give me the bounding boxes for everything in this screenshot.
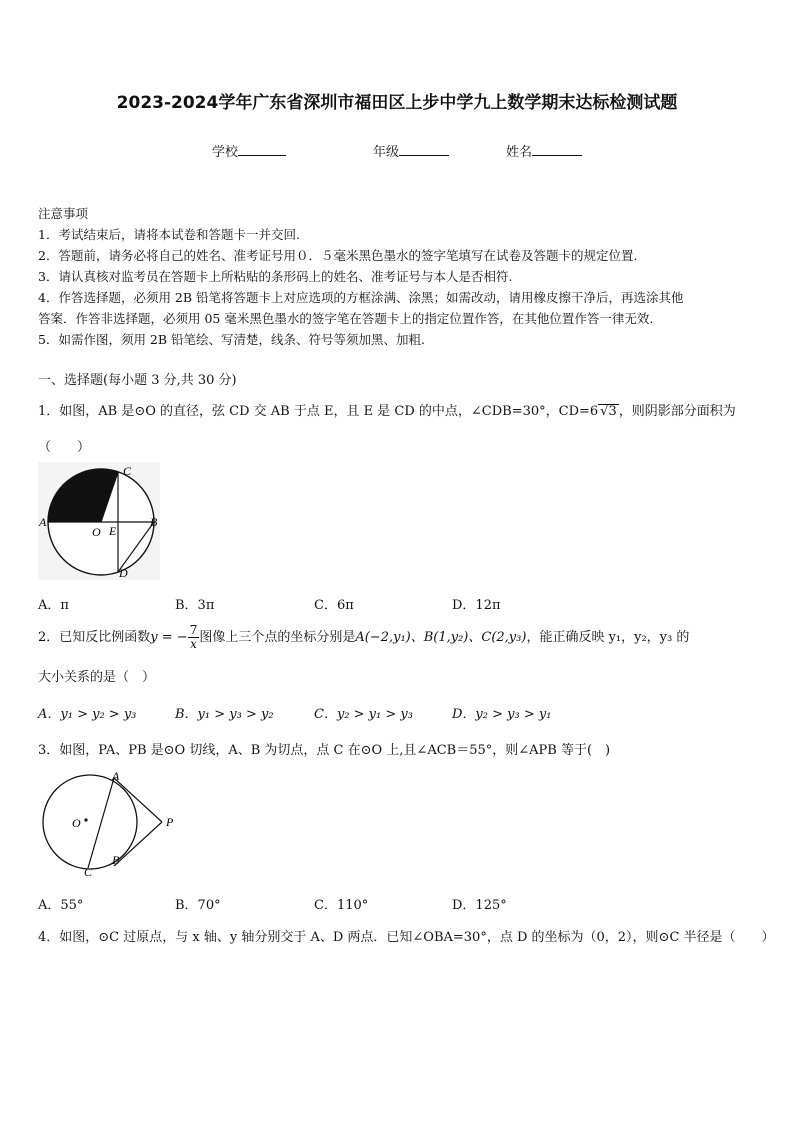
option-a[interactable]: A．55° (38, 898, 84, 913)
grade-blank (399, 142, 449, 156)
option-a[interactable]: A．y₁ > y₂ > y₃ (38, 707, 137, 722)
notice-item: 5．如需作图，须用 2B 铅笔绘、写清楚，线条、符号等须加黑、加粗. (38, 332, 426, 347)
name-label: 姓名 (506, 145, 533, 160)
school-field (212, 141, 286, 160)
question-2-tail: ，能正确反映 y₁，y₂，y₃ 的 (526, 630, 690, 645)
option-d[interactable]: D．12π (452, 598, 501, 613)
grade-label: 年级 (373, 145, 400, 160)
school-blank (238, 142, 286, 156)
label-e: E (109, 524, 117, 538)
question-1-stem (38, 400, 736, 419)
option-b[interactable]: B．y₁ > y₃ > y₂ (175, 707, 274, 722)
tangent-pa (114, 778, 162, 822)
student-info-fields (0, 141, 794, 161)
label-a: A (39, 515, 47, 529)
notice-item: 答案．作答非选择题，必须用 05 毫米黑色墨水的签字笔在答题卡上的指定位置作答，在其他位置作答一律无效. (38, 311, 654, 326)
question-2-line2: 大小关系的是（ ） (38, 670, 156, 685)
option-d[interactable]: D．125° (452, 898, 507, 913)
label-b: B (150, 515, 158, 529)
option-c[interactable]: C．110° (314, 898, 369, 913)
question-1-text: 1．如图，AB 是⊙O 的直径，弦 CD 交 AB 于点 E，且 E 是 CD 的中点，∠CDB=30°，CD=6 (38, 404, 599, 419)
question-2-mid: 图像上三个点的坐标分别是 (199, 630, 356, 645)
question-1-figure (38, 462, 160, 580)
chord-ac (88, 778, 114, 868)
notice-section (38, 203, 768, 350)
option-a[interactable]: A．π (38, 598, 69, 613)
label-b: B (112, 853, 120, 867)
fraction-denominator: x (190, 637, 197, 651)
name-blank (532, 142, 582, 156)
sqrt-symbol: √3 (600, 404, 617, 419)
notice-item: 2．答题前，请务必将自己的姓名、准考证号用０．５毫米黑色墨水的签字笔填写在试卷及答题卡的规定位置. (38, 248, 638, 263)
function-lhs: y = − (150, 630, 188, 645)
circle-o (43, 775, 137, 869)
notice-item: 3．请认真核对监考员在答题卡上所粘贴的条形码上的姓名、准考证号与本人是否相符. (38, 269, 513, 284)
question-1-text-tail: ，则阴影部分面积为 (618, 404, 736, 419)
tangent-pb (114, 822, 162, 866)
sqrt-argument: 3 (608, 404, 617, 419)
question-2-lead: 2．已知反比例函数 (38, 630, 151, 645)
center-point (84, 818, 87, 821)
question-3-figure (38, 766, 188, 882)
function-fraction (188, 624, 200, 651)
option-c[interactable]: C．y₂ > y₁ > y₃ (314, 707, 413, 722)
question-1-options (38, 594, 758, 614)
exam-title: 2023-2024学年广东省深圳市福田区上步中学九上数学期末达标检测试题 (116, 93, 678, 113)
question-1-paren: （ ） (38, 440, 91, 455)
option-b[interactable]: B．70° (175, 898, 221, 913)
label-a: A (112, 769, 120, 783)
label-o: O (92, 525, 101, 539)
label-c: C (123, 464, 132, 478)
question-4-stem: 4．如图，⊙C 过原点，与 x 轴、y 轴分别交于 A、D 两点．已知∠OBA=30°，点 D 的坐标为（0，2），则⊙C 半径是（ ） (38, 930, 775, 945)
section-heading: 一、选择题(每小题 3 分,共 30 分) (38, 373, 237, 388)
question-3-options (38, 894, 758, 914)
option-c[interactable]: C．6π (314, 598, 354, 613)
label-d: D (119, 566, 128, 580)
option-b[interactable]: B．3π (175, 598, 215, 613)
fraction-numerator: 7 (189, 623, 198, 637)
school-label: 学校 (212, 145, 239, 160)
name-field (506, 141, 582, 160)
question-2-stem (38, 624, 689, 651)
label-c: C (84, 865, 93, 879)
question-2-points: A(−2,y₁)、B(1,y₂)、C(2,y₃) (355, 630, 527, 645)
grade-field (373, 141, 449, 160)
option-d[interactable]: D．y₂ > y₃ > y₁ (452, 707, 552, 722)
notice-heading: 注意事项 (38, 206, 89, 221)
notice-item: 4．作答选择题，必须用 2B 铅笔将答题卡上对应选项的方框涂满、涂黑；如需改动，请用橡皮擦干净后，再选涂其他 (38, 290, 684, 305)
label-p: P (166, 815, 174, 829)
question-2-options (38, 703, 758, 723)
question-3-stem: 3．如图，PA、PB 是⊙O 切线，A、B 为切点，点 C 在⊙O 上,且∠ACB＝55°，则∠APB 等于( ) (38, 743, 611, 758)
notice-item: 1．考试结束后，请将本试卷和答题卡一并交回. (38, 227, 300, 242)
label-o: O (72, 816, 81, 830)
